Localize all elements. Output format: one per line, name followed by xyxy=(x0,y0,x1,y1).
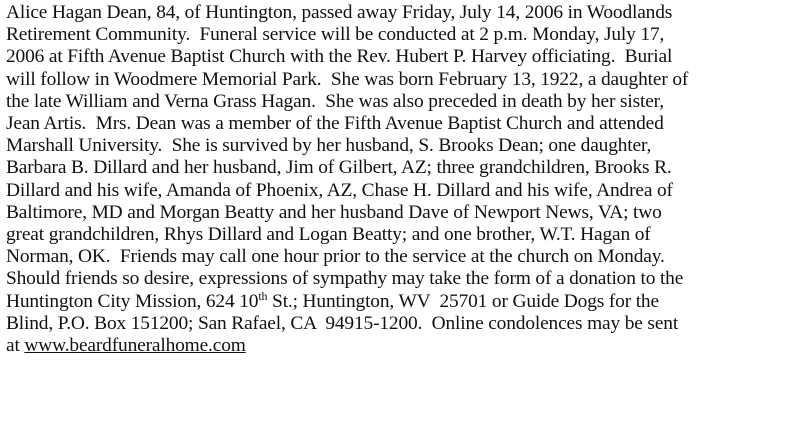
text-line: will follow in Woodmere Memorial Park. She was born February 13, 1922, a daughter of xyxy=(6,68,689,90)
text-line: Jean Artis. Mrs. Dean was a member of the Fifth Avenue Baptist Church and attended xyxy=(6,113,664,135)
text-line: Norman, OK. Friends may call one hour prior to the service at the church on Monday. xyxy=(6,246,665,268)
text-line: Barbara B. Dillard and her husband, Jim of Gilbert, AZ; three grandchildren, Brooks R. xyxy=(6,157,672,179)
text-line: Huntington City Mission, 624 10th St.; Huntington, WV 25701 or Guide Dogs for the xyxy=(6,288,659,312)
text-line: Baltimore, MD and Morgan Beatty and her husband Dave of Newport News, VA; two xyxy=(6,201,662,223)
funeral-home-link[interactable]: www.beardfuneralhome.com xyxy=(24,335,246,357)
text-line: Retirement Community. Funeral service will be conducted at 2 p.m. Monday, July 17, xyxy=(6,24,665,46)
text-line: the late William and Verna Grass Hagan. She was also preceded in death by her sister, xyxy=(6,90,664,112)
text-line: great grandchildren, Rhys Dillard and Logan Beatty; and one brother, W.T. Hagan of xyxy=(6,224,651,246)
text-line: Marshall University. She is survived by her husband, S. Brooks Dean; one daughter, xyxy=(6,135,652,157)
text-line: at www.beardfuneralhome.com xyxy=(6,335,246,357)
text-line: Dillard and his wife, Amanda of Phoenix, AZ, Chase H. Dillard and his wife, Andrea of xyxy=(6,179,673,201)
text-line: 2006 at Fifth Avenue Baptist Church with the Rev. Hubert P. Harvey officiating. Burial xyxy=(6,46,673,68)
obituary-text xyxy=(6,2,798,357)
text-line: Blind, P.O. Box 151200; San Rafael, CA 94915-1200. Online condolences may be sent xyxy=(6,312,679,334)
superscript-ordinal: th xyxy=(258,288,268,303)
text-line: Alice Hagan Dean, 84, of Huntington, passed away Friday, July 14, 2006 in Woodlands xyxy=(6,2,673,23)
text-line: Should friends so desire, expressions of sympathy may take the form of a donation to the xyxy=(6,268,684,290)
